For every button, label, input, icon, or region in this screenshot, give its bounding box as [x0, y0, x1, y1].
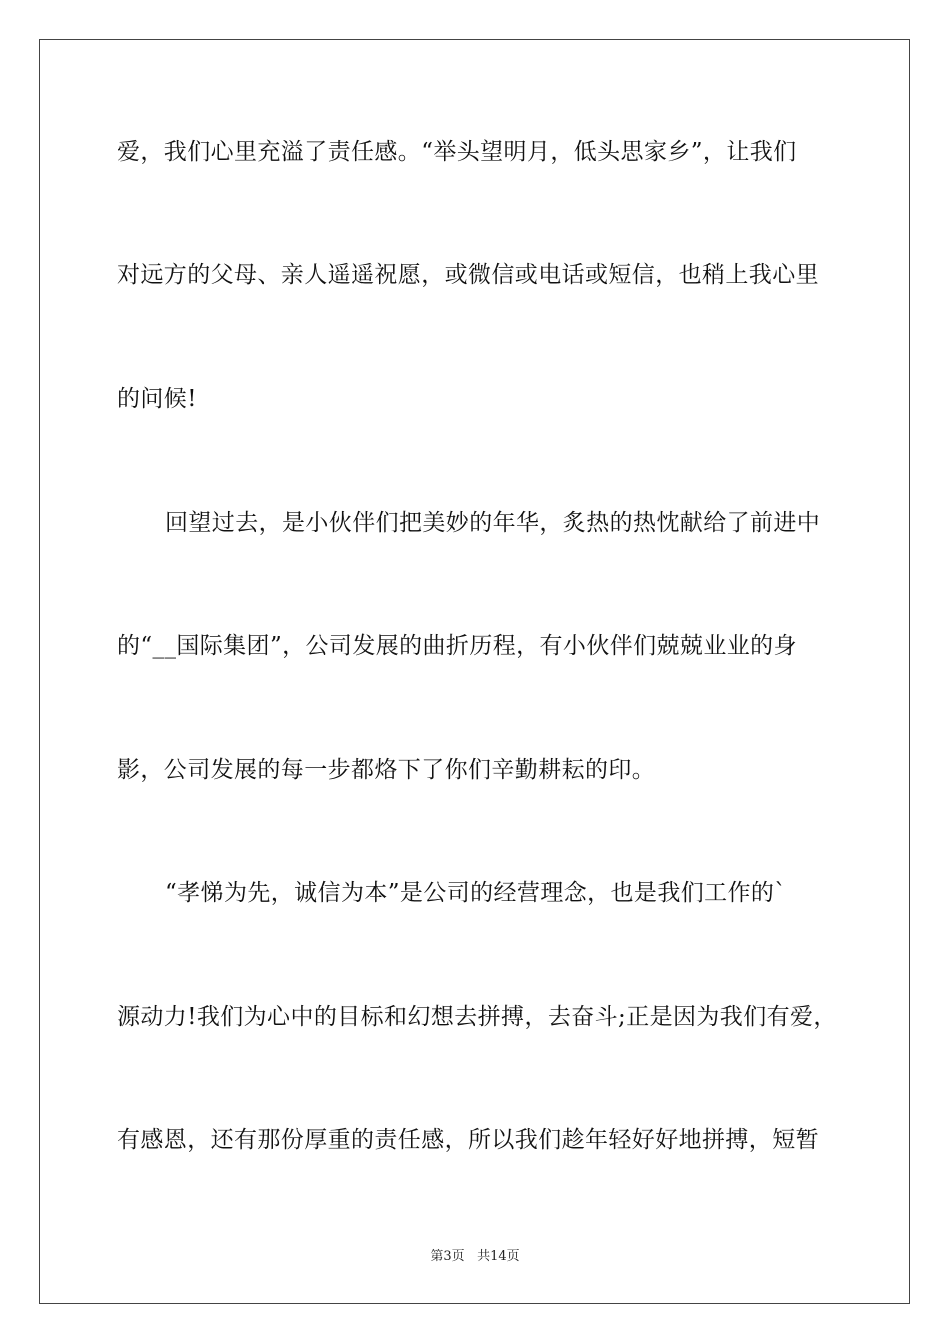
text-line-9: 有感恩，还有那份厚重的责任感，所以我们趁年轻好好地拼搏，短暂: [117, 1127, 819, 1153]
page-number: 第3页: [430, 1249, 465, 1264]
page-border: [39, 39, 910, 1304]
text-line-4: 回望过去，是小伙伴们把美妙的年华，炙热的热忱献给了前进中: [165, 510, 821, 536]
text-line-2: 对远方的父母、亲人遥遥祝愿，或微信或电话或短信，也稍上我心里: [117, 262, 819, 288]
text-line-8: 源动力!我们为心中的目标和幻想去拼搏，去奋斗;正是因为我们有爱，: [117, 1004, 837, 1030]
page-total: 共14页: [477, 1249, 520, 1264]
text-line-6: 影，公司发展的每一步都烙下了你们辛勤耕耘的印。: [117, 757, 656, 783]
text-line-7: “孝悌为先，诚信为本”是公司的经营理念，也是我们工作的`: [165, 880, 787, 906]
text-line-5: 的“__国际集团”，公司发展的曲折历程，有小伙伴们兢兢业业的身: [117, 633, 797, 659]
text-line-3: 的问候!: [117, 386, 197, 412]
text-line-1: 爱，我们心里充溢了责任感。“举头望明月，低头思家乡”，让我们: [117, 139, 797, 165]
page-footer: [0, 1248, 950, 1266]
